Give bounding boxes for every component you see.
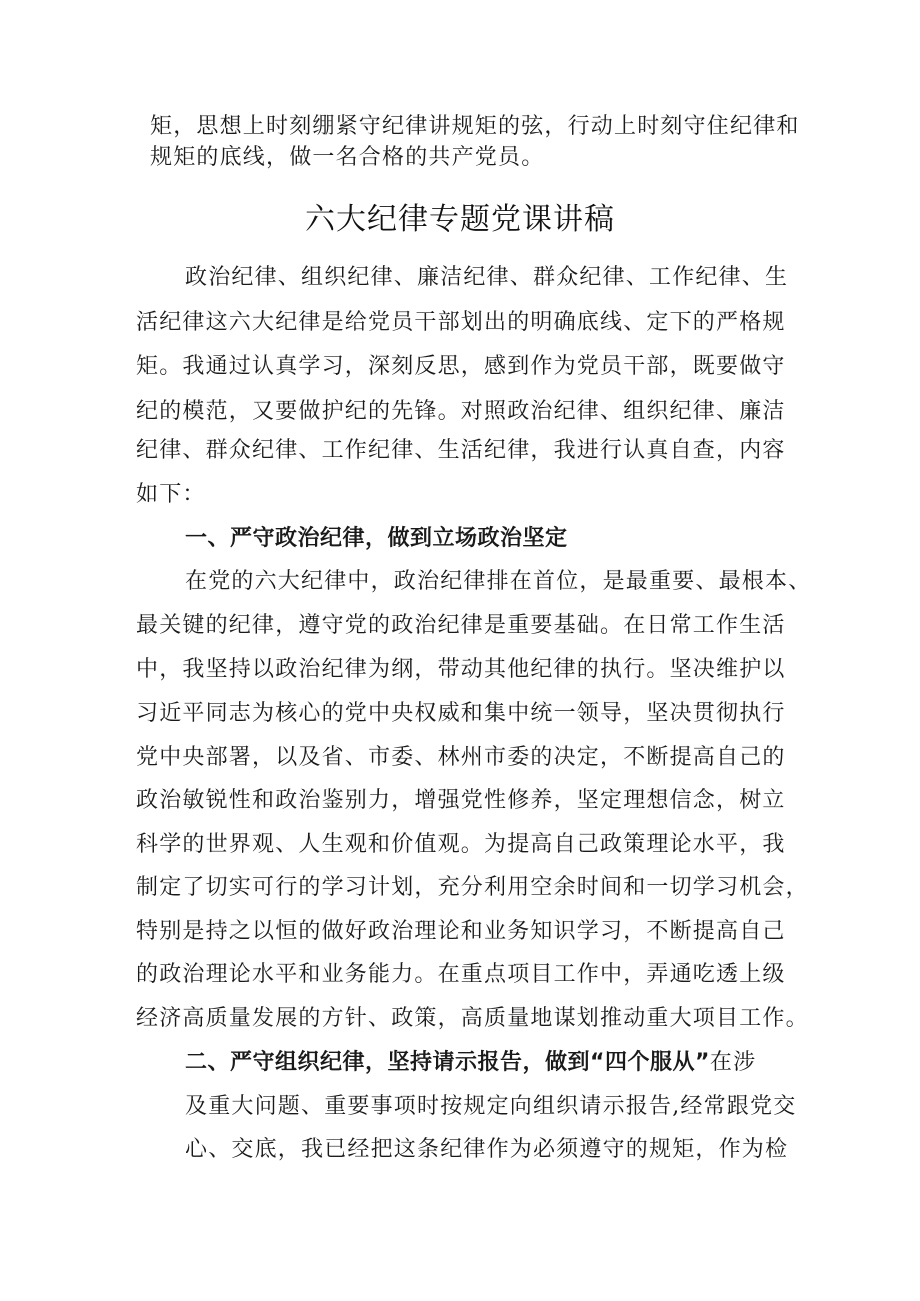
section-1-line-8: 制定了切实可行的学习计划，充分利用空余时间和一切学习机会，	[136, 875, 809, 900]
intro-line-6: 如下：	[136, 482, 206, 507]
section-2-line-2: 心、交底，我已经把这条纪律作为必须遵守的规矩，作为检	[185, 1137, 789, 1162]
section-2-heading-tail: 在涉	[709, 1050, 757, 1075]
section-1-line-2: 最关键的纪律，遵守党的政治纪律是重要基础。在日常工作生活	[136, 613, 786, 638]
continuation-line-1: 矩，思想上时刻绷紧守纪律讲规矩的弦，行动上时刻守住纪律和	[150, 114, 800, 139]
intro-line-3: 矩。我通过认真学习，深刻反思，感到作为党员干部，既要做守	[136, 354, 786, 379]
section-1-line-4: 习近平同志为核心的党中央权威和集中统一领导，坚决贯彻执行	[136, 701, 786, 726]
continuation-line-2: 规矩的底线，做一名合格的共产党员。	[150, 145, 545, 170]
section-1-line-1: 在党的六大纪律中，政治纪律排在首位，是最重要、最根本、	[185, 569, 812, 594]
section-1-line-7: 科学的世界观、人生观和价值观。为提高自己政策理论水平，我	[136, 832, 786, 857]
intro-line-5: 纪律、群众纪律、工作纪律、生活纪律，我进行认真自查，内容	[136, 438, 786, 463]
section-2-heading: 二、严守组织纪律，坚持请示报告，做到“四个服从”	[185, 1050, 710, 1075]
section-1-line-11: 经济高质量发展的方针、政策，高质量地谋划推动重大项目工作。	[136, 1006, 809, 1031]
section-1-line-9: 特别是持之以恒的做好政治理论和业务知识学习，不断提高自己	[136, 919, 786, 944]
intro-line-4: 纪的模范，又要做护纪的先锋。对照政治纪律、组织纪律、廉洁	[136, 399, 786, 424]
section-1-line-10: 的政治理论水平和业务能力。在重点项目工作中，弄通吃透上级	[136, 962, 786, 987]
section-1-heading: 一、严守政治纪律，做到立场政治坚定	[185, 526, 568, 551]
document-title: 六大纪律专题党课讲稿	[305, 202, 615, 237]
section-1-line-3: 中，我坚持以政治纪律为纲，带动其他纪律的执行。坚决维护以	[136, 657, 786, 682]
section-2-heading-row	[185, 1048, 756, 1078]
section-1-line-5: 党中央部署，以及省、市委、林州市委的决定，不断提高自己的	[136, 745, 786, 770]
section-1-line-6: 政治敏锐性和政治鉴别力，增强党性修养，坚定理想信念，树立	[136, 788, 786, 813]
section-2-line-1: 及重大问题、重要事项时按规定向组织请示报告,经常跟党交	[185, 1094, 797, 1119]
intro-line-1: 政治纪律、组织纪律、廉洁纪律、群众纪律、工作纪律、生	[185, 265, 789, 290]
intro-line-2: 活纪律这六大纪律是给党员干部划出的明确底线、定下的严格规	[136, 310, 786, 335]
